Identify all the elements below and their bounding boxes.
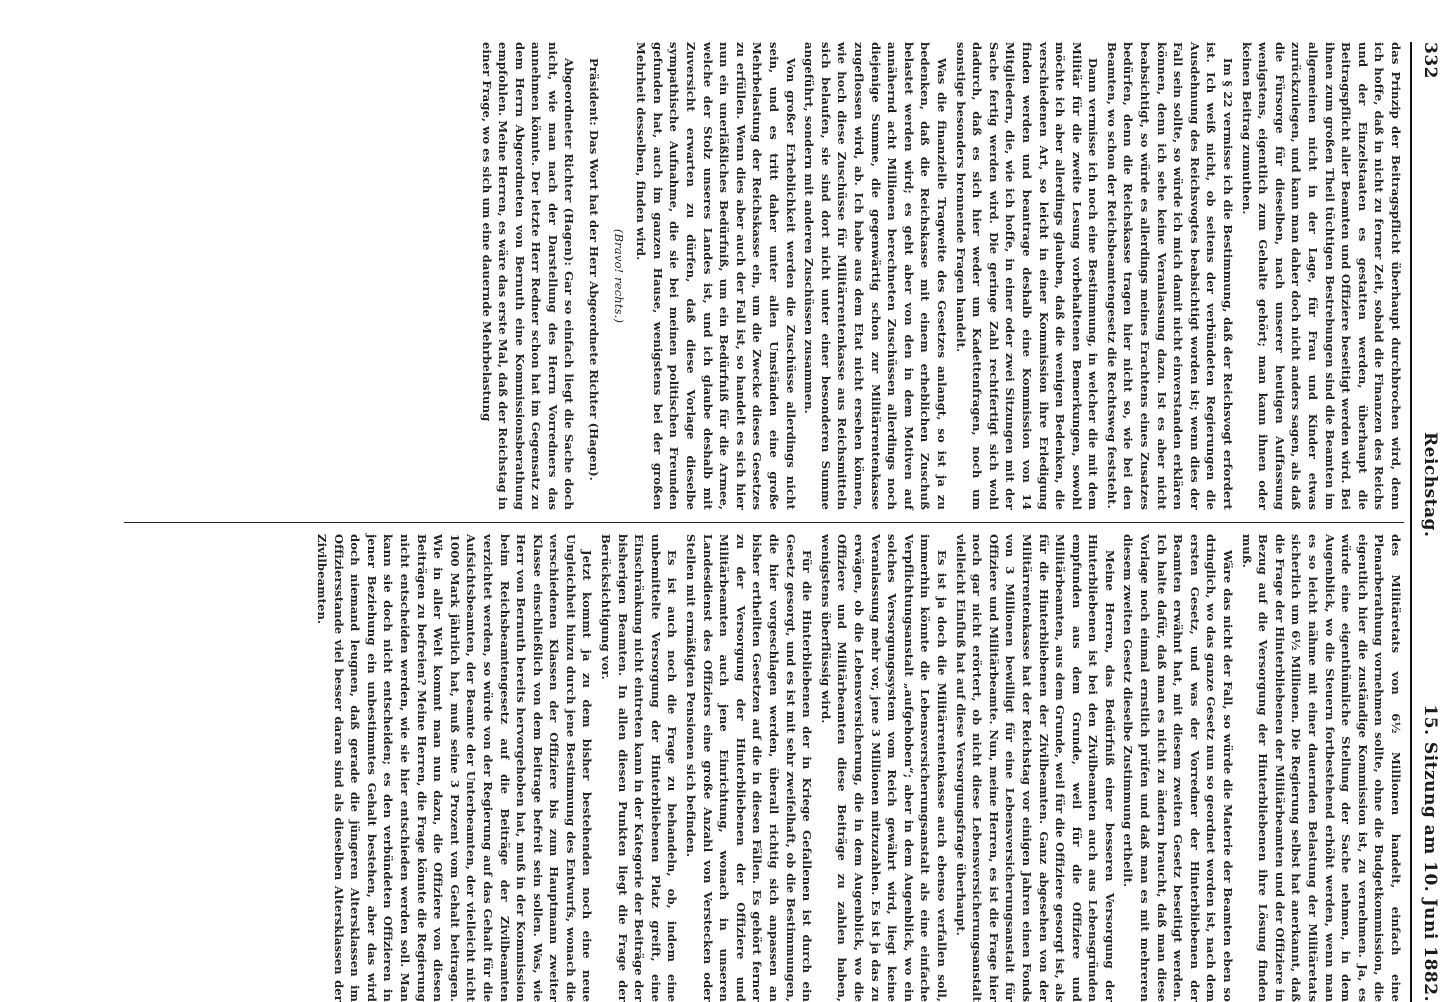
right-paragraph: des Militäretats von 6½ Millionen handelt, einfach eine Plenarberathung vornehmen sollte, ohne die Budgetkommission, die eigentlich hier die zuständige Kommission ist, zu vernehmen. Ja, es würde eine eigenthümliche Stellung der Sache nehmen, in dem Augenblick, wo die Steuern fortbestehend erhöht werden, wenn man es so leicht nähme mit einer dauernden Belastung der Militäretats sicherlich um 6½ Millionen. Die Regierung selbst hat anerkannt, daß die Frage der Hinterbliebenen der Militärbeamten und der Offiziere in Bezug auf die Versorgung der Hinterbliebenen ihre Lösung finden muß.: [1239, 534, 1403, 1002]
right-column: [311, 534, 1404, 1002]
left-paragraph: Dann vermisse ich noch eine Bestimmung, in welcher die mit dem Militär für die zweite Lesung vorbehaltenen Bemerkungen, sowohl möchte ich aber allerdings glauben, daß die wenigen Bedenken, die verschiedenen Art, so leicht in einer Kommission ihre Erledigung finden werden und beantrage deshalb eine Kommission von 14 Mitgliedern, die, wie ich hoffe, in einer oder zwei Sitzungen mit der Sache fertig werden wird. Die geringe Zahl rechtfertigt sich wohl dadurch, daß es sich hier weder um Kadettenfragen, noch um sonstige besonders brennende Fragen handelt.: [953, 42, 1101, 510]
page-number: 332: [1420, 42, 1440, 79]
left-paragraph: Was die finanzielle Tragweite des Gesetzes anlangt, so ist ja zu bedenken, daß die Reichskasse mit einem erheblichen Zuschuß belastet werden wird; es geht aber von den in dem Motiven auf annähernd acht Millionen berechneten Zuschüssen allerdings noch diejenige Summe, die gegenwärtig schon zur Militärrentenkasse zugeflossen wird, ab. Ich habe aus dem Etat nicht ersehen können, wie hoch diese Zuschüsse für Militärrentenkasse aus Reichsmitteln sich belaufen, sie sind dort nicht unter einer besonderen Summe angeführt, sondern mit anderen Zuschüssen zusammen.: [802, 42, 949, 510]
left-paragraph: Im § 22 vermisse ich die Bestimmung, daß der Reichsvogt erfordert ist. Ich weiß nicht, ob seitens der verbündeten Regierungen die Ausdehnung des Reichsvogtes beabsichtigt worden ist; wenn dies der Fall sein sollte, so würde ich mich damit nicht einverstanden erklären können, denn ich sehe keine Veranlassung dazu. Ist es aber nicht beabsichtigt, so würde es allerdings meines Erachtens eines Zusatzes bedürfen, denn die Reichskasse tragen hier nicht so, wie bei den Beamten, wo schon der Reichsbeamtengesetz die Rechtsweg feststeht.: [1104, 42, 1236, 510]
right-paragraph: Jetzt kommt ja zu dem bisher bestehenden noch eine neue Ungleichheit hinzu durch jene Bestimmung des Entwurfs, wonach die verschiedenen Klassen der Offiziere bis zum Hauptmann zweiter Klasse einschließlich von dem Beitrage befreit sein sollen. Was, wie Herr von Bernuth bereits hervorgehoben hat, muß in der Kommission beim Reichsbeamtengesetz auf die Beiträge der Zivilbeamten verzichtet werden, so würde von der Regierung auf das Gehalt für die Aufsichtsbeamten, der Beamte der Unterbeamten, der vielleicht nicht 1000 Mark jährlich hat, muß seine 3 Prozent vom Gehalt beitragen. Wie in aller Welt kommt man nun dazu, die Offiziere von diesen Beiträgen zu befreien? Meine Herren, die Frage könnte die Regierung nicht entscheiden werden, wie sie hier entschieden werden soll. Man kann sie doch nicht entscheiden; es den verbündeten Offizieren in jener Beziehung ein unbestimmtes Gehalt bestehen, aber das wird doch niemand leugnen, daß gerade die jüngeren Altersklassen im Offiziersstande viel besser daran sind als dieselben Altersklassen der Zivilbeamten.: [315, 534, 595, 1002]
rotated-page: [110, 42, 1440, 1002]
digitization-credit: [2, 600, 22, 996]
right-paragraph: Wäre das nicht der Fall, so würde die Materie der Beamten eben so dringlich, wo das ganze Gesetz nun so geordnet worden ist, nach dem ersten Gesetz, und was der Vorredner der Hinterbliebenen der Beamten erwähnt hat, mit diesem zweiten Gesetz beseitigt werden. Ich halte dafür, daß man es nicht zu ändern braucht, daß man diese Vorlage noch einmal ernstlich prüfen und daß man es mit mehreren diesem zweiten Gesetz dieselbe Zustimmung ertheilt.: [1121, 534, 1236, 1002]
page-header: [1414, 42, 1440, 1002]
left-paragraph: Von großer Erheblichkeit werden die Zuschüsse allerdings nicht sein, und es tritt daher unter allen Umständen eine große Mehrbelastung der Reichskasse ein, um die Zwecke dieses Gesetzes zu erfüllen. Wenn dies aber auch der Fall ist, so handelt es sich hier nun ein unerläßliches Bedürfniß, um ein Bedürfniß für die Armee, welche der Stolz unseres Landes ist, und ich glaube deshalb mit Zuversicht erwarten zu dürfen, daß diese Vorlage dieselbe sympathische Aufnahme, die sie bei meinen politischen Freunden gefunden hat, auch im ganzen Hause, wenigstens bei der großen Mehrheit desselben, finden wird.: [634, 42, 798, 510]
president-line: Präsident: Das Wort hat der Herr Abgeordnete Richter (Hagen).: [587, 58, 602, 481]
header-rule: [1410, 42, 1412, 1002]
right-paragraph: Meine Herren, das Bedürfniß einer besseren Versorgung der Hinterbliebenen ist bei den Zivilbeamten auch aus Lebensgründen empfunden aus dem Grunde, weil für die Offiziere und Militärbeamten, aus dem Grunde, weil für die Offiziere gesorgt ist, als für die Hinterbliebenen der Zivilbeamten. Ganz abgesehen von der Militärrentenkasse hat der Reichstag vor einigen Jahren einen Fonds von 3 Millionen bewilligt für eine Lebensversicherungsanstalt für Offiziere und Militärbeamte. Nun, meine Herren, es ist die Frage hier noch gar nicht erörtert, ob nicht diese Lebensversicherungsanstalt vielleicht Einfluß hat auf diese Versorgungsfrage überhaupt.: [953, 534, 1117, 1002]
column-divider: [124, 522, 1404, 523]
chamber-title: Reichstag.: [1420, 432, 1440, 538]
left-paragraph: das Prinzip der Beitragspflicht überhaupt durchbrochen wird, denn ich hoffe, daß in nicht zu ferner Zeit, sobald die Finanzen des Reichs und der Einzelstaaten es gestatten werden, überhaupt die Beitragspflicht aller Beamten und Offiziere beseitigt werden wird. Bei ihnen zum großen Theil tüchtigen Bestrebungen sind die Beamten im allgemeinen nicht in der Lage, für Frau und Kinder etwas zurückzulegen, und kann man daher doch nicht anders sagen, als daß die Fürsorge für dieselben, nach unserer heutigen Auffassung wenigstens, eigentlich zum Gehalte gehört; man kann ihnen oder keinen Beitrag zumuthen.: [1239, 42, 1403, 510]
right-paragraph: Es ist ja doch die Militärrentenkasse auch ebenso verfallen soll, immerhin könnte die Lebensversicherungsanstalt als eine einfache Verpflichtungsanstalt „aufgehoben“; aber in dem Augenblick, wo ein solches Versorgungssystem vom Reich gewährt wird, liegt keine Veranlassung mehr vor, jene 3 Millionen mitzuzahlen. Es ist ja das zu erwägen, ob die Lebensversicherung, die in dem Augenblick, wo die Offiziere und Militärbeamten diese Beiträge zu zahlen haben, wenigstens überflüssig wird.: [818, 534, 949, 1002]
right-paragraph: Es ist auch noch die Frage zu behandeln, ob, indem eine unbemittelte Versorgung der Hinterbliebenen Platz greift, eine Einschränkung nicht eintreten kann in der Kategorie der Beiträge der bisherigen Beamten. In allen diesen Punkten liegt die Frage der Berücksichtigung vor.: [599, 534, 680, 1002]
right-paragraph: Für die Hinterbliebenen der in Kriege Gefallenen ist durch ein Gesetz gesorgt, und es ist mit sehr zweifelhaft, ob die Bestimmungen, die hier vorgeschlagen werden, überall richtig sich anpassen an bisher ertheilten Gesetzen auf die in diesen Fällen. Es gehört ferner zu der Versorgung der Hinterbliebenen der Offiziere und Militärbeamten auch jene Einrichtung, wonach in unseren Landesdienst des Offiziers eine große Anzahl von Verstecken oder Stellen mit ermäßigten Pensionen sich befinden.: [684, 534, 815, 1002]
sitting-title: 15. Sitzung am 10. Juni 1882.: [1420, 704, 1440, 1002]
left-column: [476, 42, 1404, 510]
applause-note: (Bravo! rechts.): [611, 228, 626, 324]
richter-speech: Abgeordneter Richter (Hagen): Gar so einfach liegt die Sache doch nicht, wie man nach der Darstellung des Herrn Vorredners das annehmen könnte. Der letzte Herr Redner schon hat im Gegensatz zu dem Herrn Abgeordneten von Bernuth eine Kommissionsberathung empfohlen. Meine Herren, es wäre das erste Mal, daß der Reichstag in einer Frage, wo es sich um eine dauernde Mehrbelastung: [479, 42, 577, 510]
